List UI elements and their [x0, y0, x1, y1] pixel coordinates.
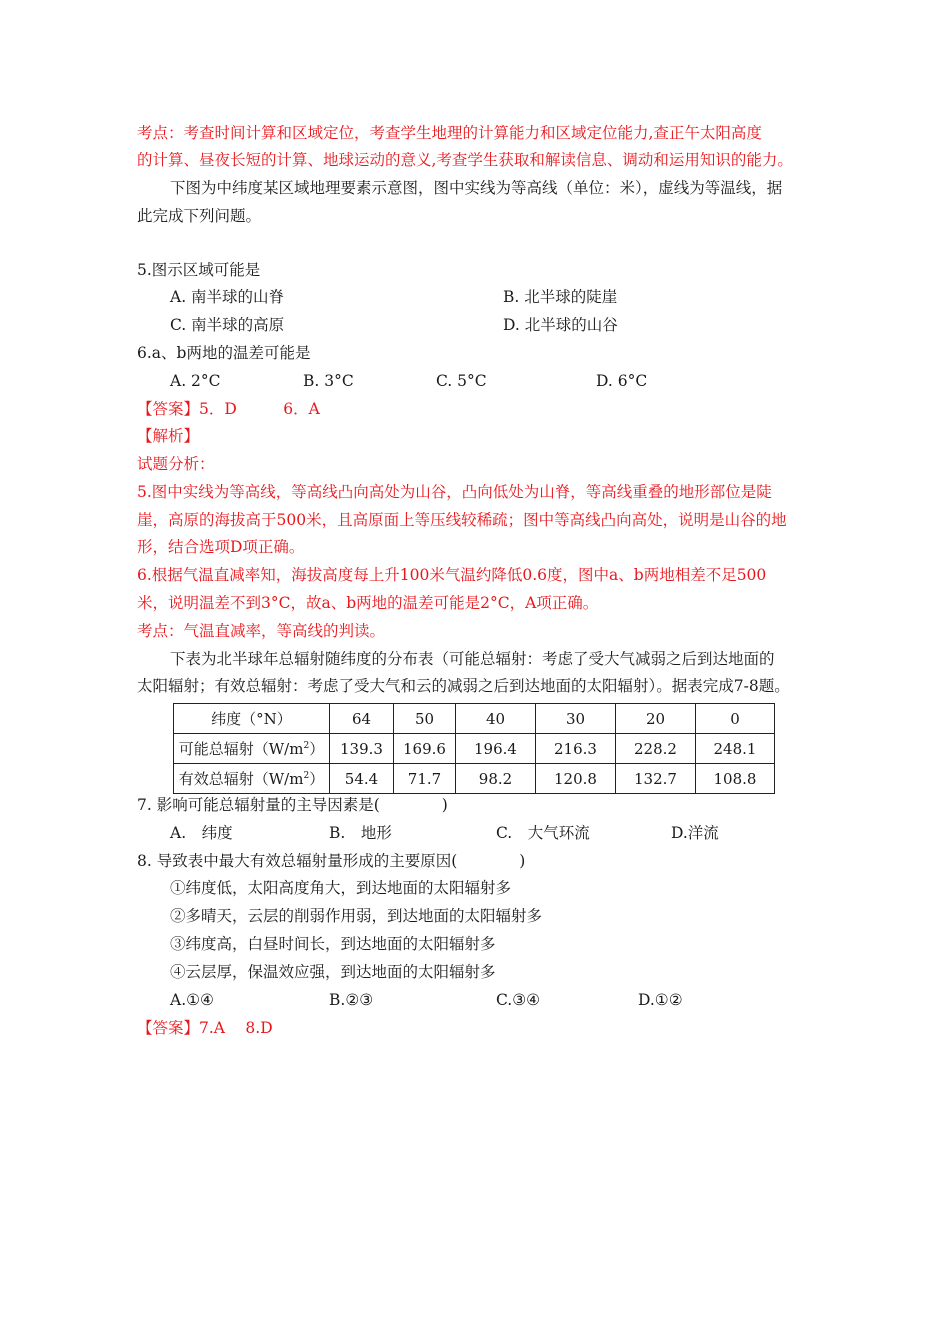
q8-option-a: A.①④: [170, 991, 214, 1009]
table-cell: 169.6: [394, 734, 456, 764]
q8-statement-1: ①纬度低，太阳高度角大，到达地面的太阳辐射多: [170, 879, 512, 897]
table-row-label: 可能总辐射$(W/m^2)$: [174, 734, 330, 764]
q8-statement-3: ③纬度高，白昼时间长，到达地面的太阳辐射多: [170, 935, 496, 953]
kaodian-2: 考点：气温直减率，等高线的判读。: [137, 622, 386, 640]
q7-option-b: B. 地形: [329, 824, 392, 842]
analysis-6-line-2: 米，说明温差不到3°C，故a、b两地的温差可能是2°C，A项正确。: [137, 594, 599, 612]
jiexi-heading: 【解析】: [137, 427, 200, 445]
q5-option-b: B. 北半球的陡崖: [503, 288, 618, 306]
table-cell: 228.2: [616, 734, 696, 764]
table-row: [174, 764, 775, 794]
table-row-label: 有效总辐射$(W/m^2)$: [174, 764, 330, 794]
table-cell: 132.7: [616, 764, 696, 794]
q8-statement-2: ②多晴天，云层的削弱作用弱，到达地面的太阳辐射多: [170, 907, 543, 925]
table-cell: 54.4: [330, 764, 394, 794]
analysis-5-line-2: 崖，高原的海拔高于500米，且高原面上等压线较稀疏；图中等高线凸向高处，说明是山谷的地: [137, 511, 787, 529]
intro-1-line-1: 下图为中纬度某区域地理要素示意图，图中实线为等高线（单位：米），虚线为等温线，据: [170, 179, 783, 197]
q7-option-a: A. 纬度: [170, 824, 233, 842]
q8-statement-4: ④云层厚，保温效应强，到达地面的太阳辐射多: [170, 963, 496, 981]
question-5: 5.图示区域可能是: [137, 261, 261, 279]
analysis-5-line-3: 形，结合选项D项正确。: [137, 538, 305, 556]
q5-option-a: A. 南半球的山脊: [170, 288, 285, 306]
q8-option-c: C.③④: [496, 991, 541, 1009]
table-cell: 139.3: [330, 734, 394, 764]
question-7: 7. 影响可能总辐射量的主导因素是( ): [137, 796, 448, 814]
radiation-table: [173, 703, 775, 794]
table-cell: 216.3: [536, 734, 616, 764]
analysis-5-line-1: 5.图中实线为等高线，等高线凸向高处为山谷，凸向低处为山脊，等高线重叠的地形部位是陡: [137, 483, 772, 501]
q5-option-c: C. 南半球的高原: [170, 316, 285, 334]
table-row: [174, 704, 775, 734]
kaodian-1-line-2: 的计算、昼夜长短的计算、地球运动的意义,考查学生获取和解读信息、调动和运用知识的能力。: [137, 151, 793, 169]
table-cell: 20: [616, 704, 696, 734]
table-cell: 108.8: [696, 764, 775, 794]
table-cell: 0: [696, 704, 775, 734]
q8-option-d: D.①②: [638, 991, 683, 1009]
table-cell: 50: [394, 704, 456, 734]
table-cell: 71.7: [394, 764, 456, 794]
table-cell: 40: [456, 704, 536, 734]
q6-option-a: A. 2°C: [170, 372, 221, 390]
intro-1-line-2: 此完成下列问题。: [137, 207, 262, 225]
q5-option-d: D. 北半球的山谷: [503, 316, 618, 334]
table-cell: 98.2: [456, 764, 536, 794]
q6-option-d: D. 6°C: [596, 372, 648, 390]
answer-7-8: 【答案】7.A 8.D: [137, 1019, 273, 1037]
table-cell: 248.1: [696, 734, 775, 764]
table-header-label: 纬度（°N）: [174, 704, 330, 734]
question-8: 8. 导致表中最大有效总辐射量形成的主要原因( ): [137, 852, 526, 870]
table-cell: 30: [536, 704, 616, 734]
table-cell: 120.8: [536, 764, 616, 794]
intro-2-line-1: 下表为北半球年总辐射随纬度的分布表（可能总辐射：考虑了受大气减弱之后到达地面的: [170, 650, 775, 668]
kaodian-1-line-1: 考点：考查时间计算和区域定位，考查学生地理的计算能力和区域定位能力,查正午太阳高度: [137, 124, 762, 142]
q6-option-c: C. 5°C: [436, 372, 487, 390]
q8-option-b: B.②③: [329, 991, 374, 1009]
table-row: [174, 734, 775, 764]
answer-5-6: 【答案】5．D 6．A: [137, 400, 320, 418]
q7-option-c: C. 大气环流: [496, 824, 590, 842]
shiti-fenxi-label: 试题分析：: [137, 455, 215, 473]
table-cell: 196.4: [456, 734, 536, 764]
question-6: 6.a、b两地的温差可能是: [137, 344, 311, 362]
analysis-6-line-1: 6.根据气温直减率知，海拔高度每上升100米气温约降低0.6度，图中a、b两地相差不足500: [137, 566, 767, 584]
q6-option-b: B. 3°C: [303, 372, 354, 390]
intro-2-line-2: 太阳辐射；有效总辐射：考虑了受大气和云的减弱之后到达地面的太阳辐射）。据表完成7-8题。: [137, 677, 790, 695]
q7-option-d: D.洋流: [671, 824, 719, 842]
table-cell: 64: [330, 704, 394, 734]
